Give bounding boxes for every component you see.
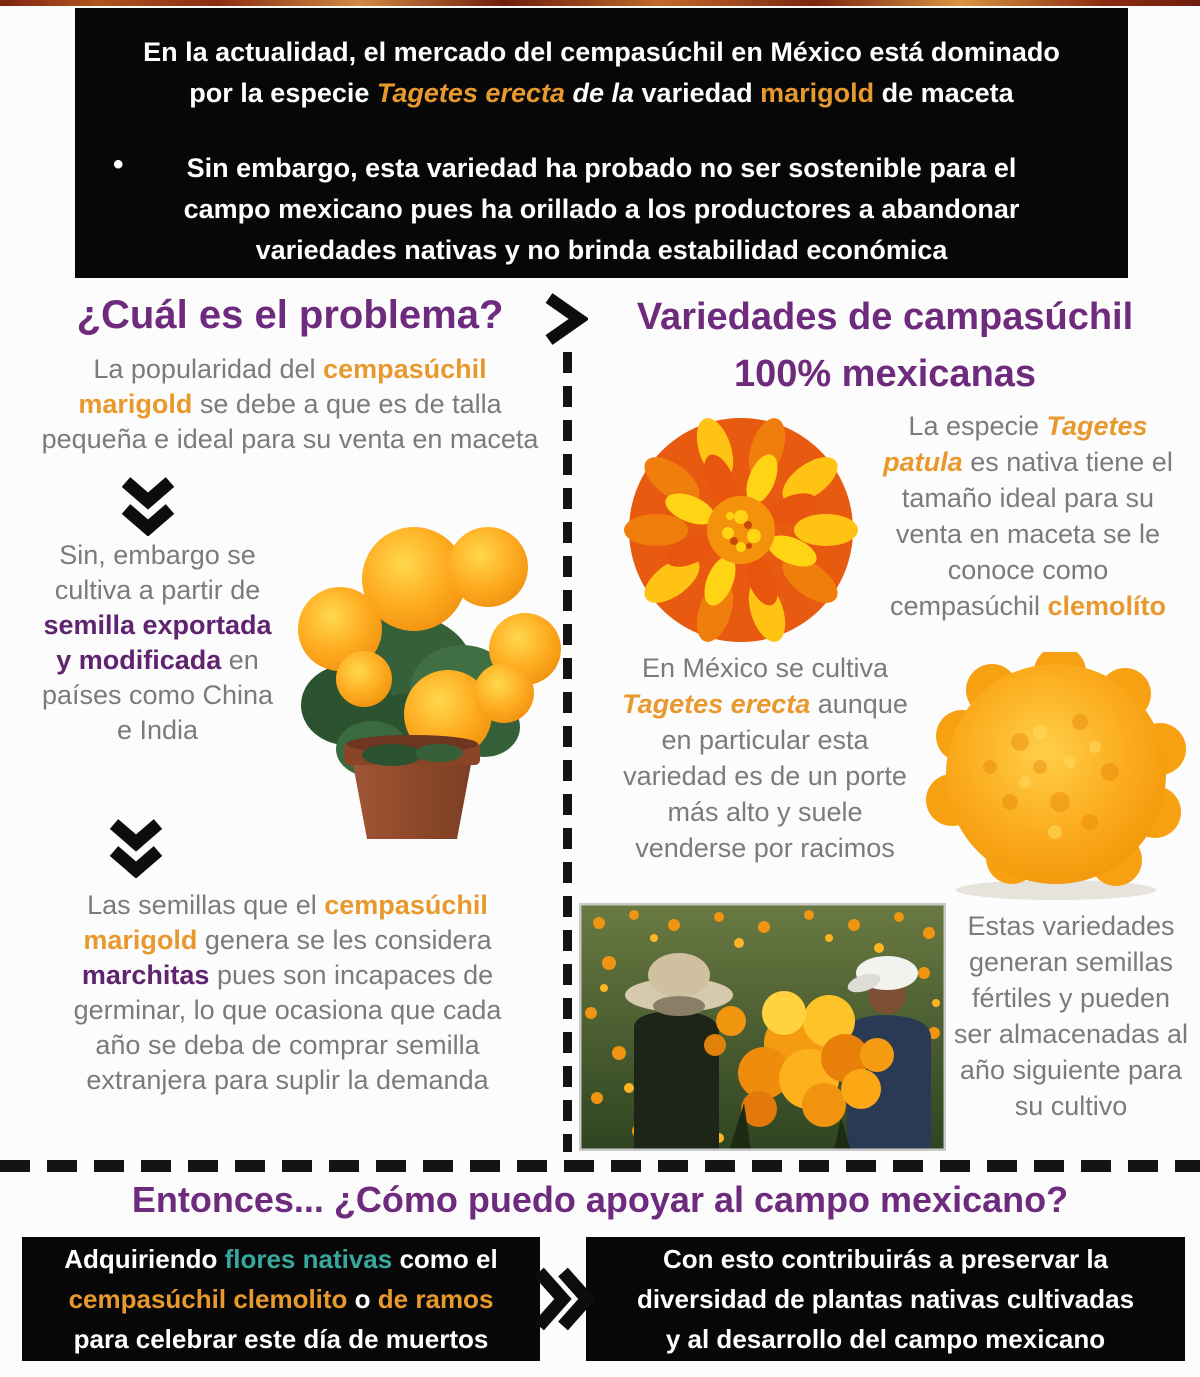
body-text: su cultivo xyxy=(1014,1091,1128,1121)
body-text: venta en maceta se le xyxy=(895,519,1161,549)
right-heading-line1: Variedades de campasúchil xyxy=(636,296,1134,338)
right-heading-line2: 100% mexicanas xyxy=(733,353,1037,395)
box-text: diversidad de plantas nativas cultivadas xyxy=(636,1284,1135,1314)
left-column-heading: ¿Cuál es el problema? xyxy=(76,293,504,337)
intro-text: variedad xyxy=(634,78,761,108)
body-text: conoce como xyxy=(947,555,1109,585)
box-text: Con esto contribuirás a preservar la xyxy=(662,1244,1109,1274)
highlight-flores-nativas: flores nativas xyxy=(224,1244,393,1274)
horizontal-dashed-divider xyxy=(0,1160,1200,1172)
species-patula: patula xyxy=(883,447,963,477)
box-text: para celebrar este día de muertos xyxy=(73,1324,489,1354)
body-text: venderse por racimos xyxy=(635,833,895,863)
body-text: tamaño ideal para su xyxy=(901,483,1155,513)
body-text: genera se les considera xyxy=(197,925,492,955)
intro-text: variedades nativas y no brinda estabilidad económica xyxy=(255,235,948,265)
body-text: aunque xyxy=(810,689,908,719)
highlight-cempasuchil-clemolito: cempasúchil clemolito xyxy=(68,1284,348,1314)
highlight-marigold: marigold xyxy=(83,925,198,955)
intro-text: por la especie xyxy=(189,78,377,108)
intro-text: En la actualidad, el mercado del cempasúchil en México está dominado xyxy=(143,37,1060,67)
potted-marigold-image xyxy=(252,487,567,847)
body-text: en particular esta xyxy=(661,725,869,755)
left-paragraph-1 xyxy=(25,352,555,457)
body-text: cempasúchil xyxy=(889,591,1048,621)
body-text: generan semillas xyxy=(968,947,1174,977)
marigold-field-photo xyxy=(579,903,946,1151)
body-text: más alto y suele xyxy=(667,797,863,827)
intro-text: de la xyxy=(565,78,635,108)
highlight-modificada: y modificada xyxy=(56,645,222,675)
bottom-heading: Entonces... ¿Cómo puedo apoyar al campo mexicano? xyxy=(131,1179,1069,1220)
highlight-semilla-exportada: semilla exportada xyxy=(43,610,272,640)
result-box xyxy=(586,1237,1185,1361)
right-paragraph-2 xyxy=(585,650,945,866)
body-text: Las semillas que el xyxy=(87,890,325,920)
variety-name: marigold xyxy=(760,78,875,108)
body-text: cultiva a partir de xyxy=(54,575,261,605)
right-paragraph-3 xyxy=(940,908,1200,1124)
body-text: pues son incapaces de xyxy=(209,960,494,990)
highlight-marigold: marigold xyxy=(78,389,193,419)
double-chevron-down-icon xyxy=(120,476,176,536)
body-text: año se deba de comprar semilla xyxy=(95,1030,480,1060)
tagetes-patula-flower-image xyxy=(618,407,865,654)
body-text: pequeña e ideal para su venta en maceta xyxy=(41,424,539,454)
right-column-heading xyxy=(585,289,1185,403)
body-text: año siguiente para xyxy=(959,1055,1183,1085)
body-text: fértiles y pueden xyxy=(971,983,1171,1013)
box-text: o xyxy=(347,1284,378,1314)
intro-paragraph-1 xyxy=(75,32,1128,114)
body-text: variedad es de un porte xyxy=(623,761,907,791)
highlight-cempasuchil: cempasúchil xyxy=(323,354,487,384)
chevron-right-icon xyxy=(540,292,588,346)
body-text: ser almacenadas al xyxy=(953,1019,1189,1049)
body-text: La popularidad del xyxy=(93,354,324,384)
body-text: Sin, embargo se xyxy=(59,540,256,570)
highlight-cempasuchil: cempasúchil xyxy=(324,890,488,920)
highlight-marchitas: marchitas xyxy=(81,960,210,990)
highlight-de-ramos: de ramos xyxy=(377,1284,494,1314)
body-text: en xyxy=(221,645,259,675)
double-chevron-right-icon xyxy=(531,1264,597,1334)
body-text: En México se cultiva xyxy=(641,653,889,683)
body-text: Estas variedades xyxy=(967,911,1175,941)
intro-text: Sin embargo, esta variedad ha probado no ser sostenible para el xyxy=(186,153,1017,183)
top-photo-strip xyxy=(0,0,1200,6)
body-text: extranjera para suplir la demanda xyxy=(86,1065,489,1095)
species-tagetes-erecta: Tagetes erecta xyxy=(622,689,811,719)
tagetes-erecta-flower-image xyxy=(920,652,1192,904)
highlight-clemolito: clemolíto xyxy=(1047,591,1167,621)
species-name: Tagetes erecta xyxy=(376,78,565,108)
intro-box xyxy=(75,8,1128,278)
body-text: es nativa tiene el xyxy=(962,447,1173,477)
box-text: Adquiriendo xyxy=(64,1244,225,1274)
intro-text: de maceta xyxy=(874,78,1014,108)
box-text: como el xyxy=(392,1244,498,1274)
bullet-point: • xyxy=(113,148,124,181)
left-paragraph-3 xyxy=(20,888,555,1098)
body-text: La especie xyxy=(908,411,1047,441)
body-text: germinar, lo que ocasiona que cada xyxy=(73,995,502,1025)
body-text: países como China xyxy=(41,680,274,710)
species-tagetes: Tagetes xyxy=(1046,411,1148,441)
body-text: e India xyxy=(116,715,199,745)
action-box xyxy=(22,1237,540,1361)
intro-text: campo mexicano pues ha orillado a los productores a abandonar xyxy=(183,194,1020,224)
box-text: y al desarrollo del campo mexicano xyxy=(665,1324,1106,1354)
double-chevron-down-icon xyxy=(108,818,164,878)
intro-paragraph-2 xyxy=(135,148,1068,271)
body-text: se debe a que es de talla xyxy=(192,389,502,419)
right-paragraph-1 xyxy=(858,408,1198,624)
